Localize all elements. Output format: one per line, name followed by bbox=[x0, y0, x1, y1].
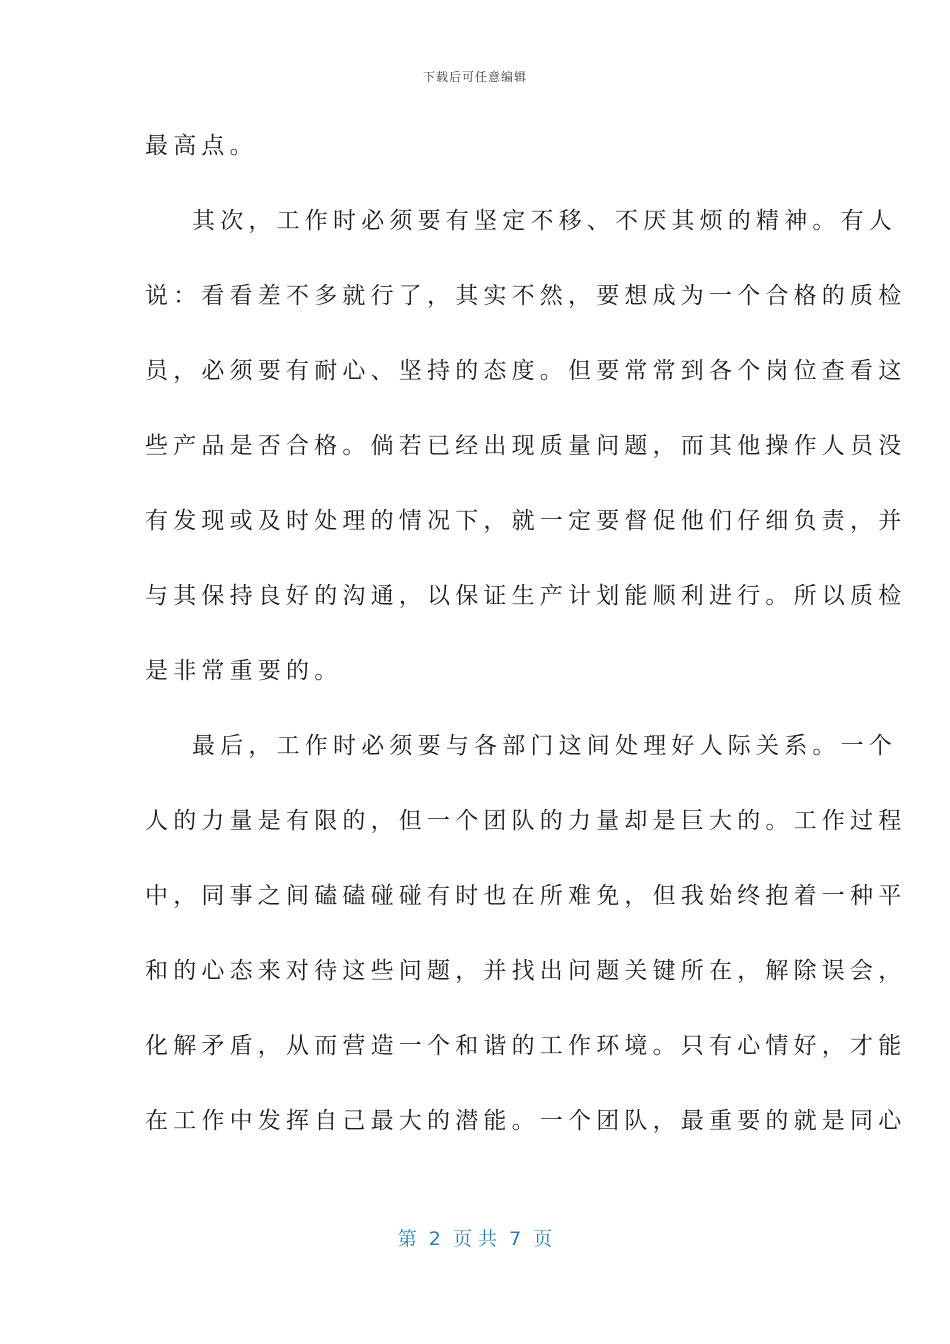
text-line: 在工作中发挥自己最大的潜能。一个团队，最重要的就是同心 bbox=[145, 1108, 907, 1134]
page-number: 第 2 页 共 7 页 bbox=[397, 1228, 553, 1250]
text-line: 有发现或及时处理的情况下，就一定要督促他们仔细负责，并 bbox=[145, 508, 907, 534]
text-line: 最后，工作时必须要与各部门这间处理好人际关系。一个 bbox=[192, 733, 897, 759]
text-line: 与其保持良好的沟通，以保证生产计划能顺利进行。所以质检 bbox=[145, 583, 907, 609]
text-line: 中，同事之间磕磕碰碰有时也在所难免，但我始终抱着一种平 bbox=[145, 883, 907, 909]
header-note: 下载后可任意编辑 bbox=[422, 70, 527, 84]
text-line: 是非常重要的。 bbox=[145, 658, 343, 684]
text-line: 些产品是否合格。倘若已经出现质量问题，而其他操作人员没 bbox=[145, 433, 907, 459]
document-body bbox=[145, 118, 907, 1168]
text-line: 员，必须要有耐心、坚持的态度。但要常常到各个岗位查看这 bbox=[145, 358, 907, 384]
text-line: 人的力量是有限的，但一个团队的力量却是巨大的。工作过程 bbox=[145, 808, 907, 834]
text-line: 化解矛盾，从而营造一个和谐的工作环境。只有心情好，才能 bbox=[145, 1033, 907, 1059]
text-line: 最高点。 bbox=[145, 133, 258, 159]
text-line: 其次，工作时必须要有坚定不移、不厌其烦的精神。有人 bbox=[192, 208, 897, 234]
text-line: 说：看看差不多就行了，其实不然，要想成为一个合格的质检 bbox=[145, 283, 907, 309]
text-line: 和的心态来对待这些问题，并找出问题关键所在，解除误会， bbox=[145, 958, 907, 984]
